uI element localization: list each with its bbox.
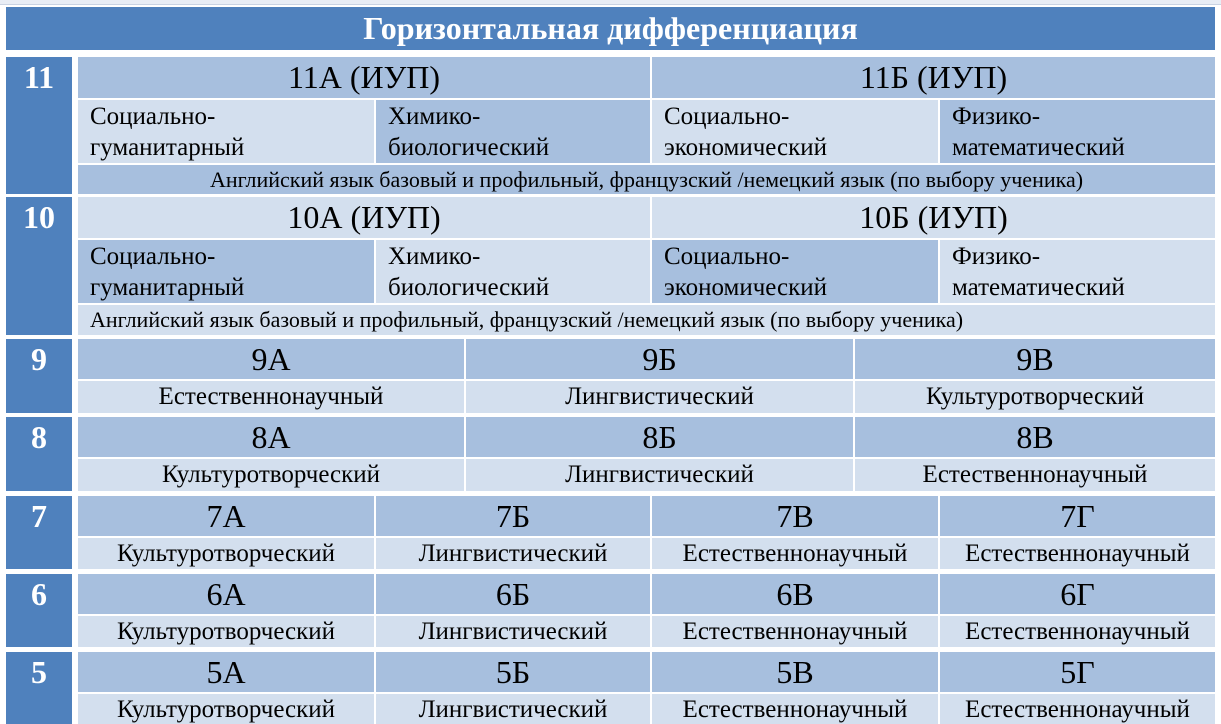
profile-8b: Лингвистический xyxy=(466,459,853,491)
profile-line: биологический xyxy=(388,273,550,301)
class-8a: 8А xyxy=(78,417,464,457)
class-5a: 5А xyxy=(78,652,374,692)
class-11b: 11Б (ИУП) xyxy=(652,57,1215,98)
profile-10-chem-bio xyxy=(376,240,650,303)
profile-line: биологический xyxy=(388,133,550,161)
profile-10-social-economic xyxy=(652,240,938,303)
profile-line: Химико- xyxy=(388,102,481,130)
grade-5-label: 5 xyxy=(6,652,72,724)
profile-line: гуманитарный xyxy=(90,133,245,161)
profile-6a: Культуротворческий xyxy=(78,616,374,647)
profile-7g: Естественнонаучный xyxy=(940,538,1215,569)
profile-9b: Лингвистический xyxy=(466,381,853,413)
spreadsheet-top-strip xyxy=(0,0,1221,5)
class-5g: 5Г xyxy=(940,652,1215,692)
profile-7v: Естественнонаучный xyxy=(652,538,938,569)
profile-9a: Естественнонаучный xyxy=(78,381,464,413)
profile-6g: Естественнонаучный xyxy=(940,616,1215,647)
class-10a: 10А (ИУП) xyxy=(78,197,650,238)
profile-9v: Культуротворческий xyxy=(855,381,1215,413)
class-7a: 7А xyxy=(78,496,374,536)
grade-6-label: 6 xyxy=(6,574,72,647)
profile-line: Социально- xyxy=(664,242,790,270)
profile-line: Физико- xyxy=(952,102,1041,130)
class-9b: 9Б xyxy=(466,339,853,379)
profile-line: Социально- xyxy=(90,242,216,270)
profile-11-phys-math xyxy=(940,100,1215,163)
class-6v: 6В xyxy=(652,574,938,614)
profile-line: математический xyxy=(952,133,1125,161)
grade-8-label: 8 xyxy=(6,417,72,491)
class-6g: 6Г xyxy=(940,574,1215,614)
grade-10-label: 10 xyxy=(6,197,72,335)
class-9v: 9В xyxy=(855,339,1215,379)
grade-9-label: 9 xyxy=(6,339,72,413)
grade-11-label: 11 xyxy=(6,57,72,194)
profile-11-social-humanitarian xyxy=(78,100,374,163)
class-5v: 5В xyxy=(652,652,938,692)
profile-line: экономический xyxy=(664,273,828,301)
profile-line: Социально- xyxy=(664,102,790,130)
profile-10-social-humanitarian xyxy=(78,240,374,303)
profile-5a: Культуротворческий xyxy=(78,694,374,724)
profile-line: Социально- xyxy=(90,102,216,130)
profile-8v: Естественнонаучный xyxy=(855,459,1215,491)
class-5b: 5Б xyxy=(376,652,650,692)
class-7g: 7Г xyxy=(940,496,1215,536)
profile-line: экономический xyxy=(664,133,828,161)
class-8v: 8В xyxy=(855,417,1215,457)
page-title: Горизонтальная дифференциация xyxy=(6,7,1215,50)
profile-5b: Лингвистический xyxy=(376,694,650,724)
class-6b: 6Б xyxy=(376,574,650,614)
languages-11: Английский язык базовый и профильный, французский /немецкий язык (по выбору ученика) xyxy=(78,165,1215,194)
profile-8a: Культуротворческий xyxy=(78,459,464,491)
profile-line: Химико- xyxy=(388,242,481,270)
languages-10: Английский язык базовый и профильный, французский /немецкий язык (по выбору ученика) xyxy=(78,305,1215,335)
grade-7-label: 7 xyxy=(6,496,72,569)
class-7b: 7Б xyxy=(376,496,650,536)
profile-11-social-economic xyxy=(652,100,938,163)
profile-line: гуманитарный xyxy=(90,273,245,301)
profile-5g: Естественнонаучный xyxy=(940,694,1215,724)
profile-7a: Культуротворческий xyxy=(78,538,374,569)
profile-5v: Естественнонаучный xyxy=(652,694,938,724)
profile-6b: Лингвистический xyxy=(376,616,650,647)
class-10b: 10Б (ИУП) xyxy=(652,197,1215,238)
class-9a: 9А xyxy=(78,339,464,379)
profile-7b: Лингвистический xyxy=(376,538,650,569)
profile-6v: Естественнонаучный xyxy=(652,616,938,647)
class-8b: 8Б xyxy=(466,417,853,457)
class-11a: 11А (ИУП) xyxy=(78,57,650,98)
class-7v: 7В xyxy=(652,496,938,536)
profile-line: Физико- xyxy=(952,242,1041,270)
class-6a: 6А xyxy=(78,574,374,614)
profile-11-chem-bio xyxy=(376,100,650,163)
profile-10-phys-math xyxy=(940,240,1215,303)
profile-line: математический xyxy=(952,273,1125,301)
